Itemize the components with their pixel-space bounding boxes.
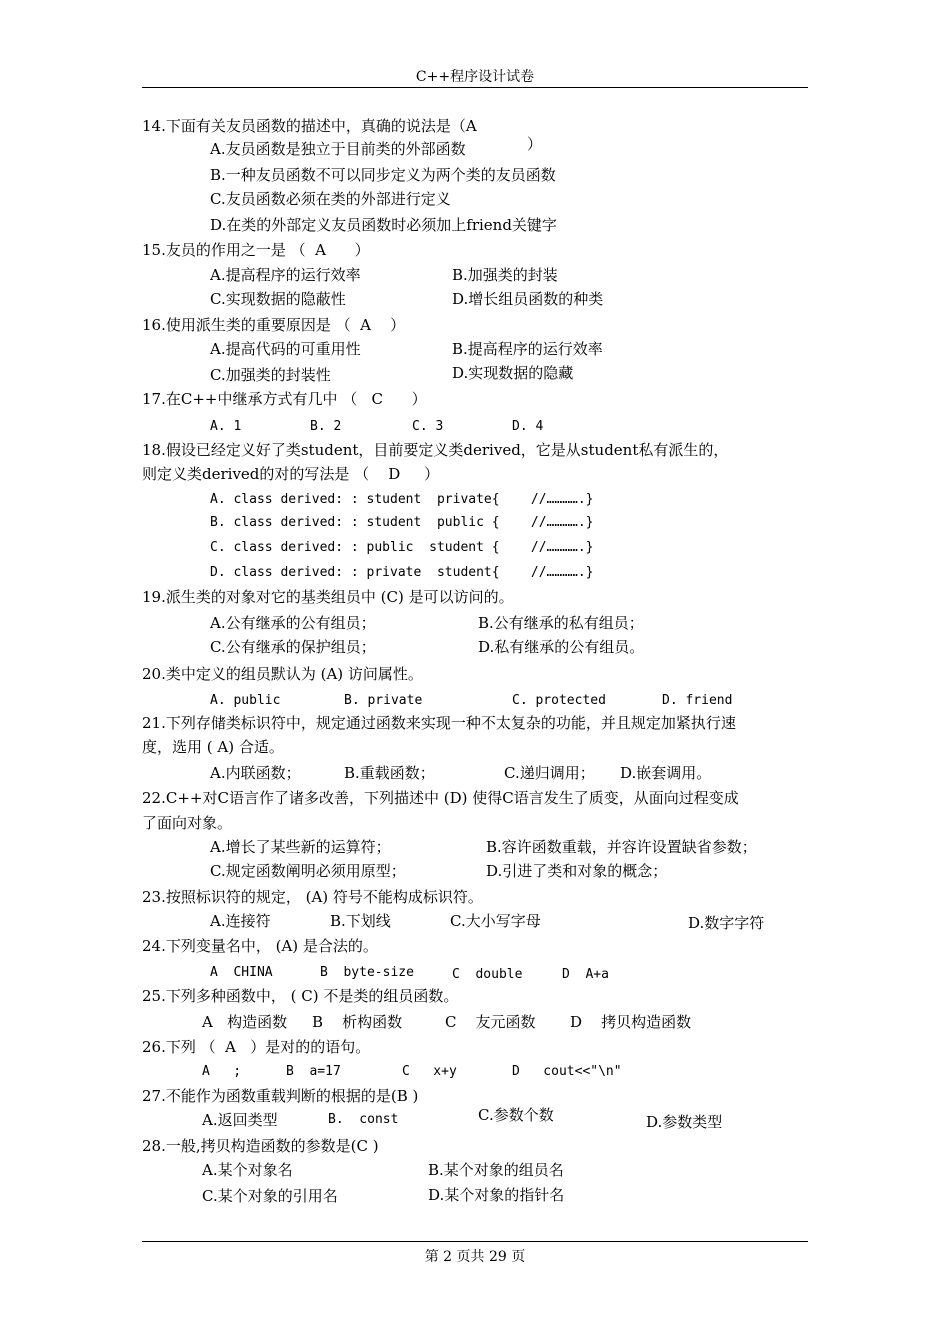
question-19-stem: 19.派生类的对象对它的基类组员中 (C) 是可以访问的。 — [142, 588, 514, 606]
page-footer-number: 第 2 页共 29 页 — [424, 1249, 526, 1265]
question-20-option-b: B. private — [344, 693, 423, 708]
question-21-option-d: D.嵌套调用。 — [620, 764, 712, 782]
question-17-option-d: D. 4 — [512, 419, 544, 434]
question-18-option-c: C. class derived: : public student { //………….} — [210, 540, 594, 555]
question-25-option-c: C 友元函数 — [445, 1013, 536, 1031]
question-14-option-a: A.友员函数是独立于目前类的外部函数 — [210, 140, 466, 158]
question-15-option-d: D.增长组员函数的种类 — [452, 290, 604, 308]
question-18-stem-line1: 18.假设已经定义好了类student，目前要定义类derived，它是从student私有派生的， — [142, 441, 729, 459]
question-21-option-b: B.重载函数； — [344, 764, 435, 782]
question-22-option-d: D.引进了类和对象的概念； — [486, 862, 668, 880]
question-20-stem: 20.类中定义的组员默认为 (A) 访问属性。 — [142, 665, 423, 683]
question-17-option-a: A. 1 — [210, 419, 242, 434]
page-header-title: C++程序设计试卷 — [415, 69, 535, 85]
question-24-stem: 24.下列变量名中， (A) 是合法的。 — [142, 937, 378, 955]
question-24-option-c: C double — [452, 967, 523, 982]
question-24-option-a: A CHINA — [210, 965, 273, 980]
footer-rule — [142, 1241, 808, 1242]
question-24-option-d: D A+a — [562, 967, 609, 982]
question-26-option-a: A ; — [202, 1064, 242, 1079]
question-23-option-c: C.大小写字母 — [450, 912, 541, 930]
question-14-stem: 14.下面有关友员函数的描述中，真确的说法是（A — [142, 117, 477, 135]
question-23-option-a: A.连接符 — [210, 912, 271, 930]
question-28-option-c: C.某个对象的引用名 — [202, 1187, 338, 1205]
question-18-stem-line2: 则定义类derived的对的写法是 （ D ） — [142, 465, 440, 483]
question-28-stem: 28.一般,拷贝构造函数的参数是(C ) — [142, 1137, 379, 1155]
question-25-option-d: D 拷贝构造函数 — [570, 1013, 692, 1031]
question-19-option-b: B.公有继承的私有组员； — [478, 614, 644, 632]
question-26-option-b: B a=17 — [286, 1064, 341, 1079]
question-21-stem-line1: 21.下列存储类标识符中，规定通过函数来实现一种不太复杂的功能，并且规定加紧执行速 — [142, 714, 736, 732]
question-18-option-d: D. class derived: : private student{ //………….} — [210, 565, 594, 580]
question-25-option-a: A 构造函数 — [202, 1013, 288, 1031]
header-rule — [142, 87, 808, 88]
question-19-option-a: A.公有继承的公有组员； — [210, 614, 376, 632]
question-17-option-c: C. 3 — [412, 419, 444, 434]
question-16-option-d: D.实现数据的隐藏 — [452, 364, 574, 382]
question-27-stem: 27.不能作为函数重载判断的根据的是(B ) — [142, 1087, 419, 1105]
question-22-option-a: A.增长了某些新的运算符； — [210, 838, 391, 856]
question-20-option-d: D. friend — [662, 693, 733, 708]
question-20-option-a: A. public — [210, 693, 281, 708]
question-22-stem-line2: 了面向对象。 — [142, 814, 233, 832]
question-19-option-c: C.公有继承的保护组员； — [210, 638, 376, 656]
question-14-option-b: B.一种友员函数不可以同步定义为两个类的友员函数 — [210, 166, 556, 184]
question-17-stem: 17.在C++中继承方式有几中 （ C ） — [142, 390, 427, 408]
question-15-option-b: B.加强类的封装 — [452, 266, 558, 284]
question-27-option-c: C.参数个数 — [478, 1106, 554, 1124]
question-16-option-c: C.加强类的封装性 — [210, 366, 331, 384]
question-17-option-b: B. 2 — [310, 419, 342, 434]
question-26-option-d: D cout<<"\n" — [512, 1064, 622, 1079]
question-28-option-b: B.某个对象的组员名 — [428, 1161, 564, 1179]
question-18-option-a: A. class derived: : student private{ //………….} — [210, 492, 594, 507]
question-27-option-d: D.参数类型 — [646, 1113, 723, 1131]
question-26-stem: 26.下列 （ A ）是对的的语句。 — [142, 1038, 371, 1056]
question-18-option-b: B. class derived: : student public { //………….} — [210, 515, 594, 530]
question-19-option-d: D.私有继承的公有组员。 — [478, 638, 645, 656]
question-23-stem: 23.按照标识符的规定， (A) 符号不能构成标识符。 — [142, 888, 483, 906]
question-14-option-c: C.友员函数必须在类的外部进行定义 — [210, 190, 451, 208]
question-22-option-b: B.容许函数重载，并容许设置缺省参数； — [486, 838, 757, 856]
question-22-stem-line1: 22.C++对C语言作了诸多改善，下列描述中 (D) 使得C语言发生了质变，从面向过程变成 — [142, 789, 739, 807]
question-23-option-b: B.下划线 — [330, 912, 391, 930]
question-20-option-c: C. protected — [512, 693, 606, 708]
question-14-option-d: D.在类的外部定义友员函数时必须加上friend关键字 — [210, 216, 557, 234]
question-22-option-c: C.规定函数阐明必须用原型； — [210, 862, 406, 880]
question-24-option-b: B byte-size — [320, 965, 414, 980]
question-28-option-a: A.某个对象名 — [202, 1161, 293, 1179]
question-27-option-a: A.返回类型 — [202, 1111, 278, 1129]
question-25-option-b: B 析构函数 — [312, 1013, 403, 1031]
question-14-close-paren: ） — [527, 135, 543, 153]
question-15-option-c: C.实现数据的隐蔽性 — [210, 290, 346, 308]
question-25-stem: 25.下列多种函数中， ( C) 不是类的组员函数。 — [142, 987, 459, 1005]
question-16-option-b: B.提高程序的运行效率 — [452, 340, 603, 358]
question-21-stem-line2: 度，选用 ( A) 合适。 — [142, 738, 284, 756]
question-15-stem: 15.友员的作用之一是 （ A ） — [142, 241, 370, 259]
question-26-option-c: C x+y — [402, 1064, 457, 1079]
question-23-option-d: D.数字字符 — [688, 914, 765, 932]
question-16-stem: 16.使用派生类的重要原因是 （ A ） — [142, 316, 406, 334]
question-21-option-c: C.递归调用； — [504, 764, 595, 782]
question-28-option-d: D.某个对象的指针名 — [428, 1186, 565, 1204]
question-16-option-a: A.提高代码的可重用性 — [210, 340, 361, 358]
question-27-option-b: B. const — [328, 1112, 399, 1127]
question-21-option-a: A.内联函数； — [210, 764, 301, 782]
question-15-option-a: A.提高程序的运行效率 — [210, 266, 361, 284]
